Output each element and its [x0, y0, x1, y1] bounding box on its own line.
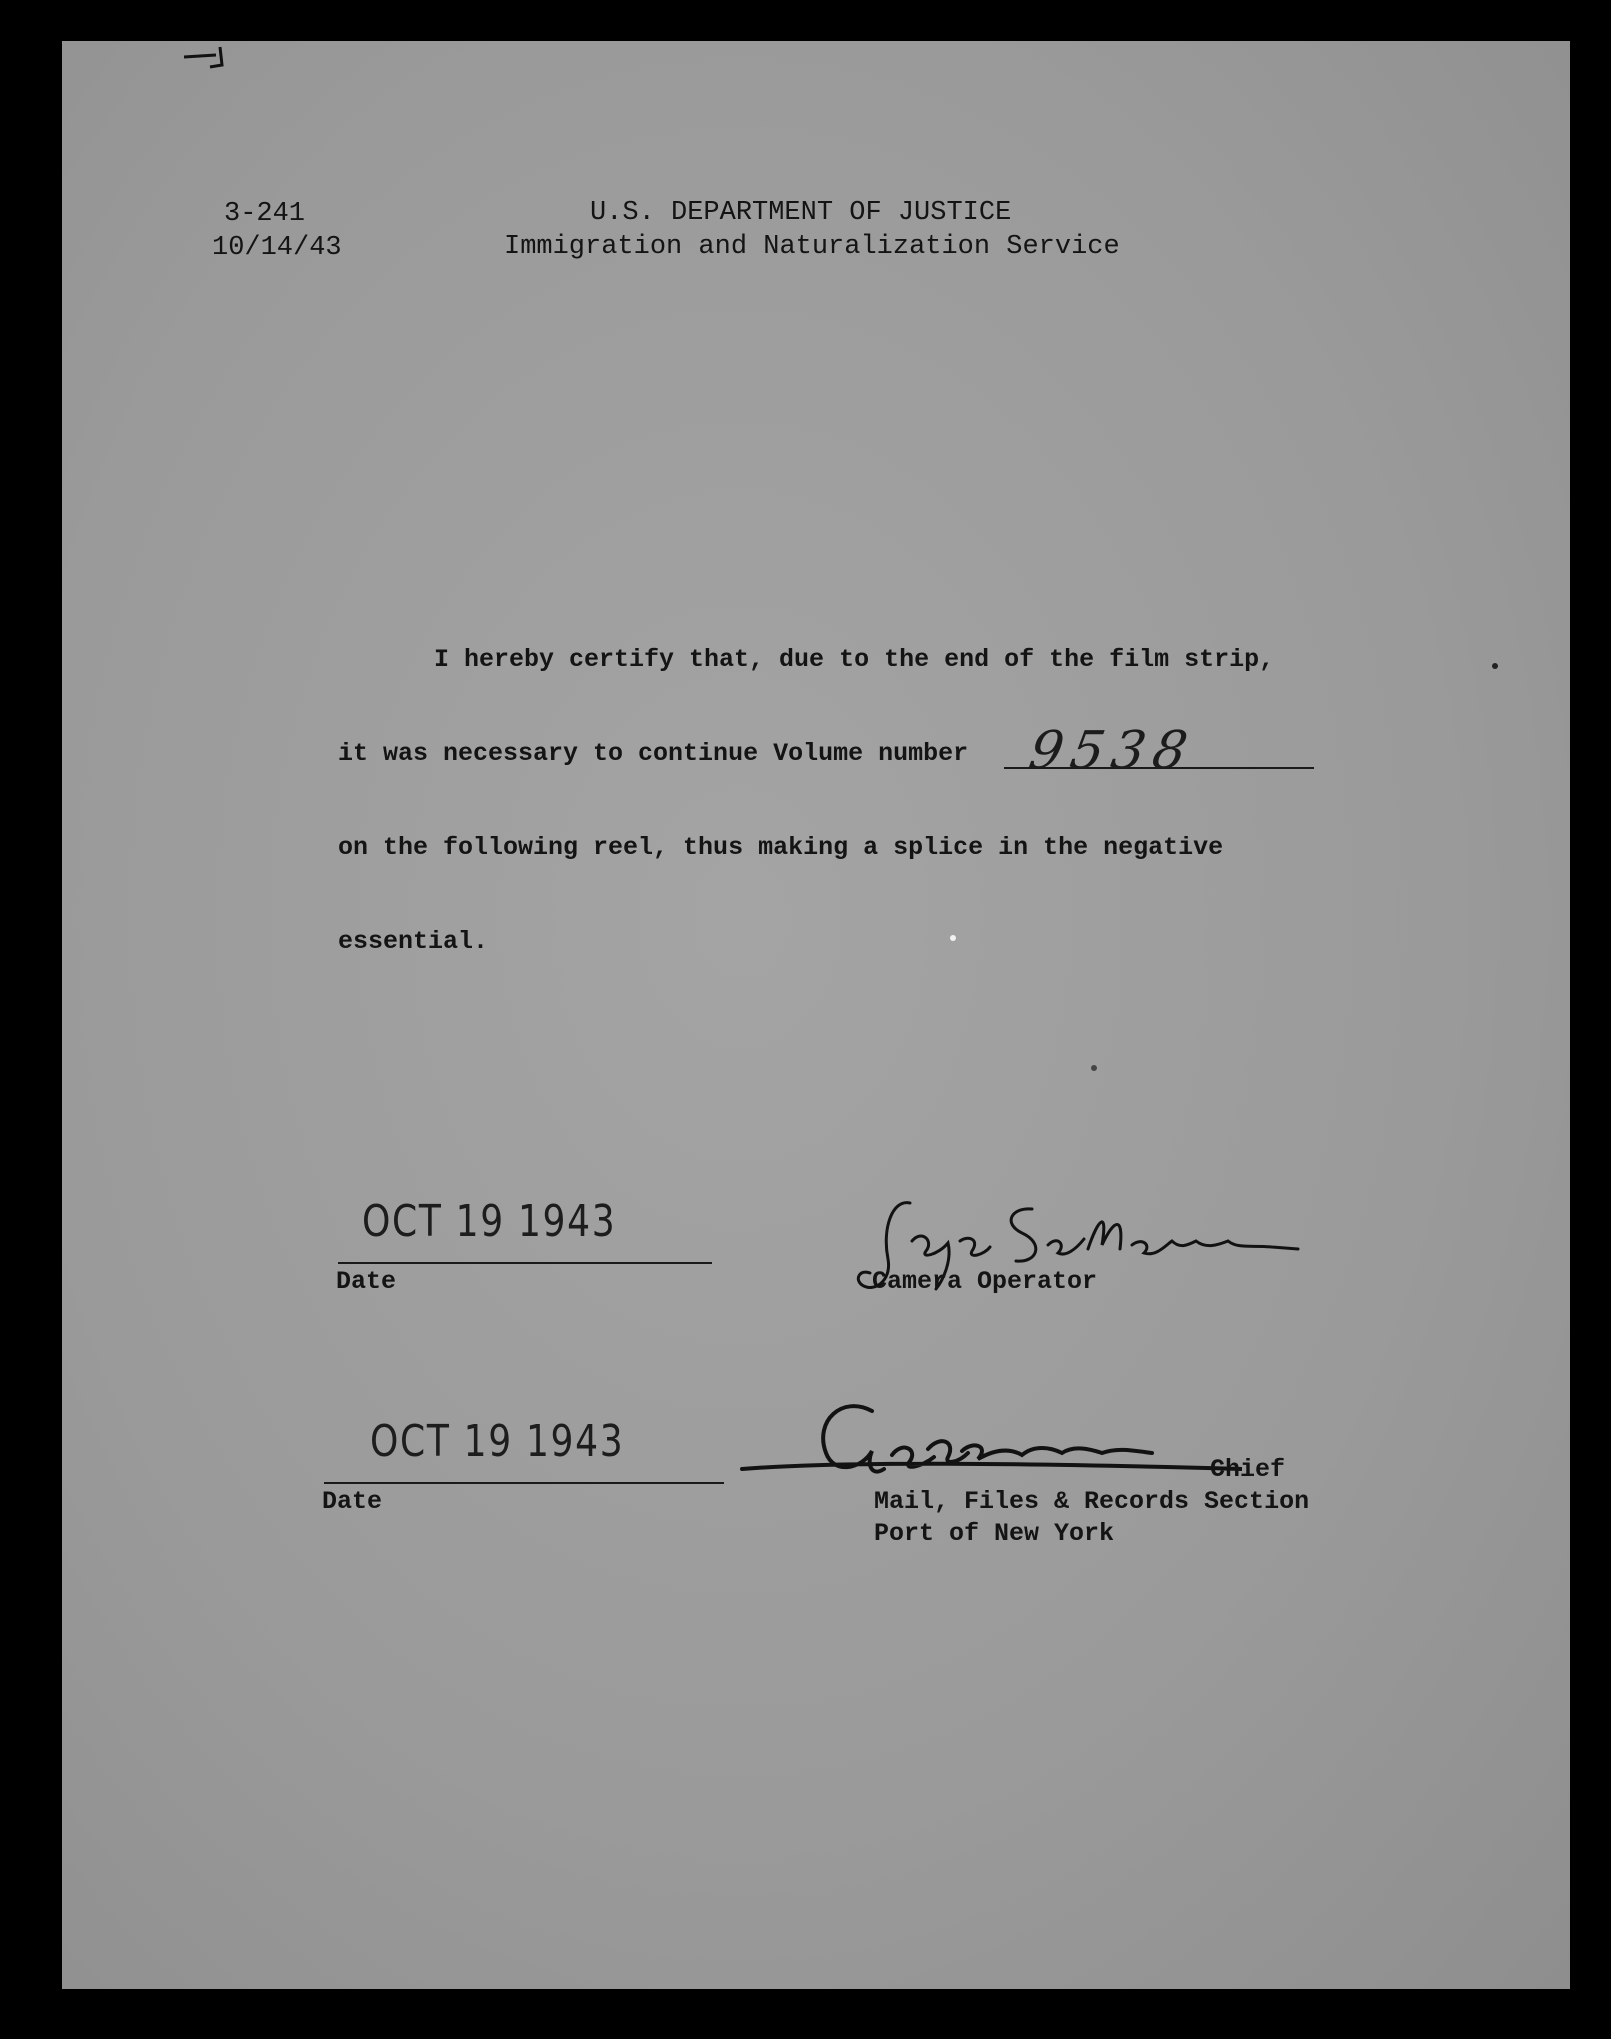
- date-label-1: Date: [336, 1267, 397, 1296]
- volume-number-handwritten: 9538: [1024, 721, 1200, 781]
- document-page: [62, 41, 1570, 1989]
- form-code: 3-241: [224, 199, 306, 229]
- form-revision-date: 10/14/43: [212, 233, 342, 263]
- date-label-2: Date: [322, 1487, 383, 1516]
- chief-signature: [722, 1391, 1242, 1501]
- date-underline-2: [324, 1482, 724, 1484]
- port-label: Port of New York: [874, 1519, 1115, 1548]
- section-label: Mail, Files & Records Section: [874, 1487, 1310, 1516]
- date-stamp-chief: OCT 19 1943: [370, 1416, 625, 1467]
- speck-mark: [1492, 663, 1498, 669]
- chief-label: Chief: [1210, 1455, 1286, 1484]
- service-heading: Immigration and Naturalization Service: [504, 232, 1120, 262]
- date-stamp-camera-operator: OCT 19 1943: [362, 1196, 617, 1247]
- camera-operator-label: Camera Operator: [872, 1267, 1098, 1296]
- department-heading: U.S. DEPARTMENT OF JUSTICE: [590, 198, 1012, 228]
- corner-mark-icon: [180, 43, 240, 73]
- certification-line-3: on the following reel, thus making a splice in the negative: [338, 833, 1224, 862]
- date-underline-1: [338, 1262, 712, 1264]
- certification-line-1: I hereby certify that, due to the end of the film strip,: [434, 645, 1275, 674]
- certification-line-2: it was necessary to continue Volume number: [338, 739, 969, 768]
- speck-mark: [1091, 1065, 1097, 1071]
- speck-mark: [950, 935, 956, 941]
- certification-line-4: essential.: [338, 927, 489, 956]
